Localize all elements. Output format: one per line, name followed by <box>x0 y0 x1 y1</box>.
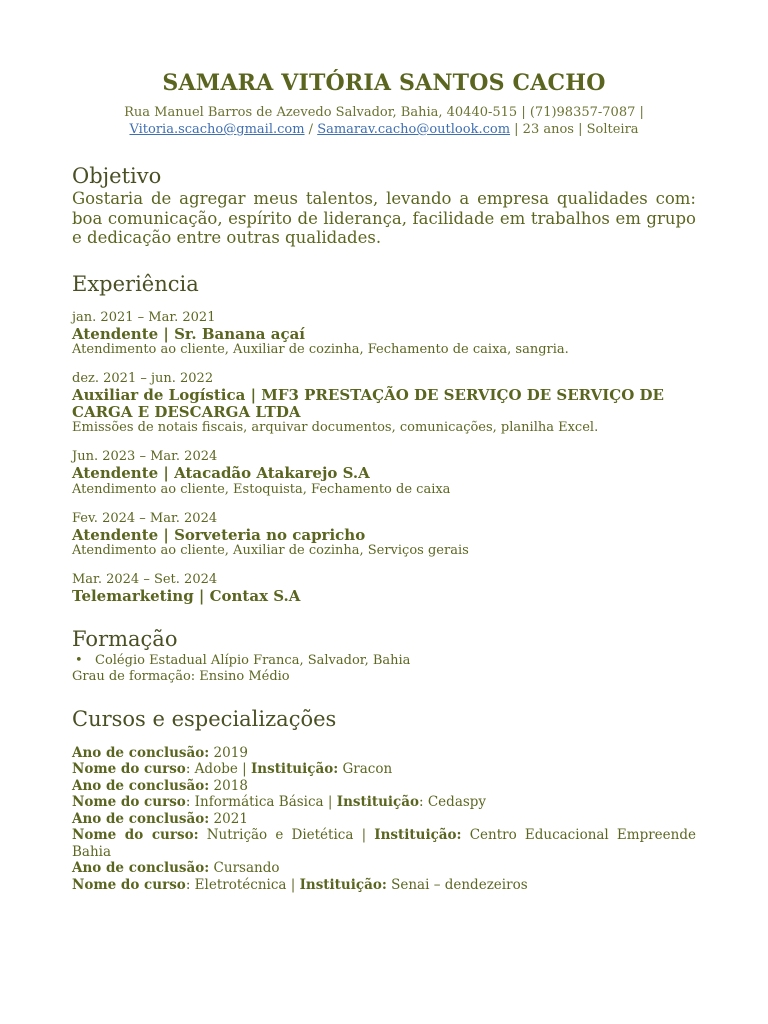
section-title-objetivo: Objetivo <box>72 164 162 188</box>
course-name-line: Nome do curso: Eletrotécnica | Instituição: Senai – dendezeiros <box>72 876 528 893</box>
course-inst-label: Instituição: <box>299 876 387 893</box>
job-description: Atendimento ao cliente, Auxiliar de cozinha, Serviços gerais <box>72 543 469 558</box>
contact-block <box>72 104 696 138</box>
course-name-value: Adobe <box>194 761 238 777</box>
course-inst-label: Instituição: <box>250 761 339 777</box>
formacao-school <box>72 653 696 669</box>
job-title: Atendente | Sorveteria no capricho <box>72 525 366 544</box>
course-year-label: Ano de conclusão: <box>72 744 210 761</box>
experience-item <box>72 371 696 436</box>
experience-item <box>72 572 696 605</box>
objetivo-text: Gostaria de agregar meus talentos, levando a empresa qualidades com: boa comunicação, espírito de liderança, facilidade em trabalhos em grupo e dedicação entre outras qualidades. <box>72 189 696 247</box>
course-year-value: Cursando <box>209 860 280 876</box>
course-inst-value: Centro Educacional Empreende Bahia <box>72 827 696 860</box>
course-year-value: 2019 <box>209 744 248 761</box>
course-name-line: Nome do curso: Adobe | Instituição: Gracon <box>72 761 393 777</box>
age-status: | 23 anos | Solteira <box>510 122 639 137</box>
course-year <box>72 811 696 828</box>
course-name-label: Nome do curso <box>72 876 186 893</box>
course-name-value: Informática Básica <box>194 794 324 810</box>
course-inst-label: Instituição <box>336 794 419 810</box>
course-year <box>72 745 696 762</box>
experience-list <box>72 310 696 605</box>
section-title-experiencia: Experiência <box>72 271 199 296</box>
job-date: Fev. 2024 – Mar. 2024 <box>72 510 218 526</box>
experience-item <box>72 449 696 498</box>
course-year-value: 2021 <box>209 810 248 827</box>
course-name-line: Nome do curso: Informática Básica | Instituição: Cedaspy <box>72 794 487 810</box>
contact-line-2 <box>72 121 696 138</box>
course-inst-label: Instituição: <box>374 827 462 843</box>
job-title: Telemarketing | Contax S.A <box>72 587 301 605</box>
course-year-label: Ano de conclusão: <box>72 810 210 827</box>
job-description: Emissões de notais fiscais, arquivar documentos, comunicações, planilha Excel. <box>72 420 599 435</box>
email-link-1[interactable]: Vitoria.scacho@gmail.com <box>129 122 305 137</box>
job-date: Jun. 2023 – Mar. 2024 <box>72 449 218 464</box>
job-title: Atendente | Atacadão Atakarejo S.A <box>72 464 370 482</box>
course-name-line: Nome do curso: Nutrição e Dietética | Instituição: Centro Educacional Empreende Bahia <box>72 827 696 860</box>
courses-list <box>72 745 696 894</box>
job-date: jan. 2021 – Mar. 2021 <box>72 309 216 325</box>
job-date: Mar. 2024 – Set. 2024 <box>72 572 218 587</box>
course-year <box>72 778 696 795</box>
formacao-grau: Grau de formação: Ensino Médio <box>72 668 290 684</box>
course-name-label: Nome do curso <box>72 761 186 777</box>
experience-item <box>72 511 696 560</box>
course-inst-value: Senai – dendezeiros <box>386 876 528 893</box>
job-title: Atendente | Sr. Banana açaí <box>72 324 306 343</box>
job-description: Atendimento ao cliente, Auxiliar de cozinha, Fechamento de caixa, sangria. <box>72 342 569 357</box>
email-separator: / <box>304 122 318 137</box>
course-year-value: 2018 <box>209 777 248 794</box>
course-inst-value: Gracon <box>338 761 393 777</box>
course-name-value: Nutrição e Dietética <box>206 827 354 843</box>
course-name-value: Eletrotécnica <box>194 876 287 893</box>
bullet-icon: • <box>75 652 83 668</box>
job-title: Auxiliar de Logística | MF3 PRESTAÇÃO DE SERVIÇO DE SERVIÇO DE CARGA E DESCARGA LTDA <box>72 386 664 421</box>
contact-address: Rua Manuel Barros de Azevedo Salvador, Bahia, 40440-515 | (71)98357-7087 | <box>124 105 644 120</box>
job-description: Atendimento ao cliente, Estoquista, Fechamento de caixa <box>72 481 451 497</box>
candidate-name: SAMARA VITÓRIA SANTOS CACHO <box>162 70 606 96</box>
email-link-2[interactable]: Samarav.cacho@outlook.com <box>317 122 511 137</box>
course-name-label: Nome do curso: <box>72 827 199 843</box>
course-year-label: Ano de conclusão: <box>72 860 210 876</box>
section-title-cursos: Cursos e especializações <box>72 706 337 731</box>
experience-item <box>72 310 696 359</box>
course-year-label: Ano de conclusão: <box>72 777 210 794</box>
section-title-formacao: Formação <box>72 626 178 651</box>
school-name: Colégio Estadual Alípio Franca, Salvador, Bahia <box>95 652 411 668</box>
course-year <box>72 860 696 877</box>
course-inst-value: Cedaspy <box>423 794 487 810</box>
job-date: dez. 2021 – jun. 2022 <box>72 371 214 386</box>
course-name-label: Nome do curso <box>72 794 186 810</box>
